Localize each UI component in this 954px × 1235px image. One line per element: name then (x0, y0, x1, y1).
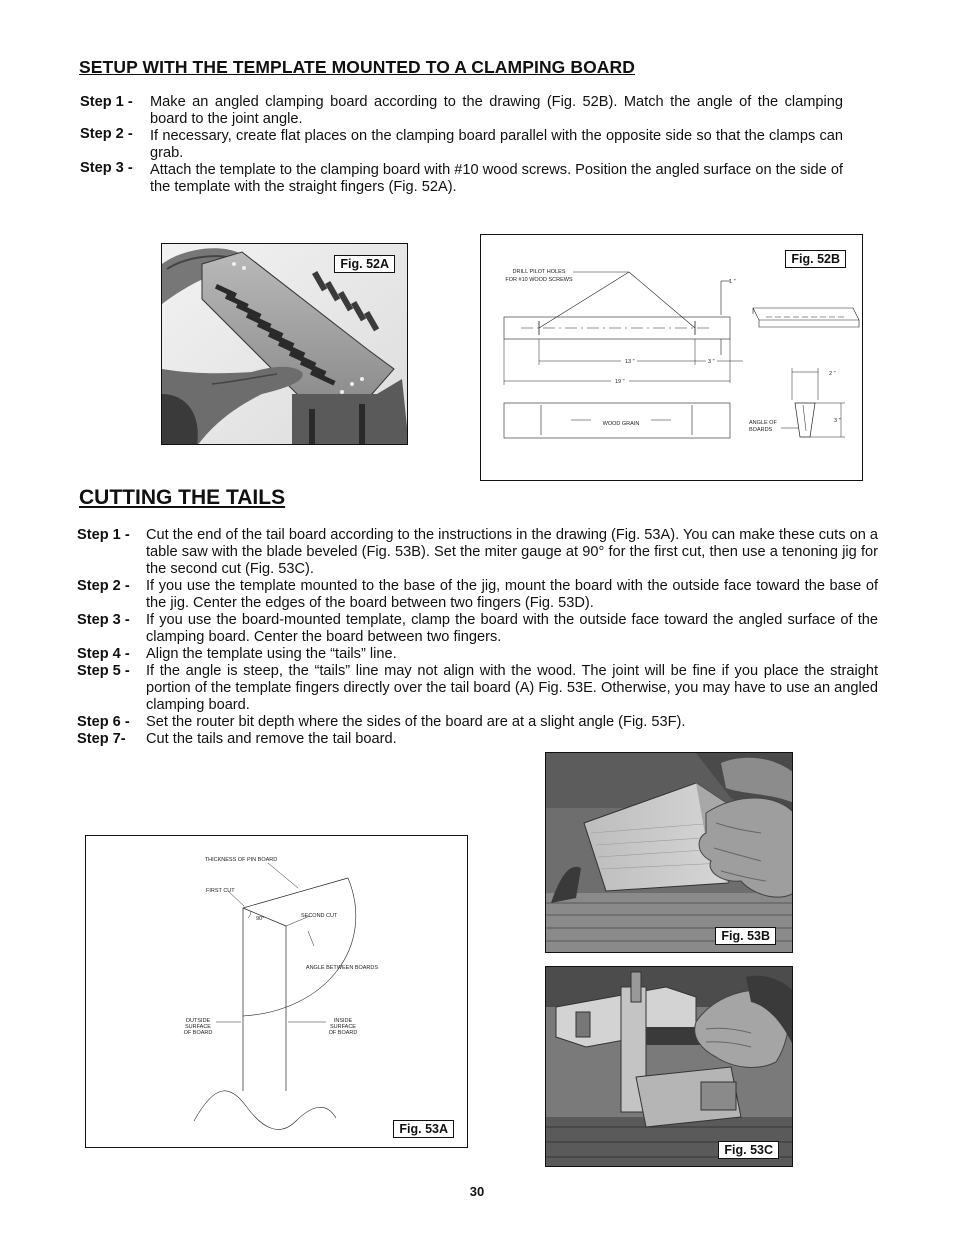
miter-cut-photo (546, 753, 793, 953)
outside-label-2: SURFACE (185, 1024, 211, 1030)
tail-cut-diagram (86, 836, 467, 1147)
setup-steps-list (80, 94, 843, 196)
fig-53b-photo (545, 752, 793, 953)
page-number: 30 (469, 1184, 485, 1199)
fig-53c-photo (545, 966, 793, 1167)
drill-note-line1: DRILL PILOT HOLES (512, 269, 566, 275)
step-label: Step 7- (77, 731, 126, 747)
step-label: Step 3 - (80, 160, 133, 176)
tails-step-7 (77, 731, 878, 748)
dim-19in: 19 " (615, 379, 625, 385)
section-heading-cutting-tails: CUTTING THE TAILS (79, 486, 286, 509)
fig-52b-label: Fig. 52B (785, 250, 846, 268)
dim-1in: 1 " (729, 279, 736, 285)
step-label: Step 3 - (77, 612, 130, 628)
step-text: Align the template using the “tails” line. (146, 646, 397, 662)
fig-53c-label: Fig. 53C (718, 1141, 779, 1159)
setup-step-1 (80, 94, 843, 128)
second-cut-label: SECOND CUT (301, 913, 338, 919)
inside-label-2: SURFACE (330, 1024, 356, 1030)
fig-53b-label: Fig. 53B (715, 927, 776, 945)
dim-3in-b: 3 " (834, 418, 841, 424)
dim-13in: 13 " (625, 359, 635, 365)
fig-53a-label: Fig. 53A (393, 1120, 454, 1138)
step-label: Step 6 - (77, 714, 130, 730)
fig-52a-label: Fig. 52A (334, 255, 395, 273)
tails-step-2 (77, 578, 878, 612)
step-text: Attach the template to the clamping board with #10 wood screws. Position the angled surface on the side of the template with the straight fingers (Fig. 52A). (150, 162, 843, 195)
step-text: If necessary, create flat places on the clamping board parallel with the opposite side so that the clamps can grab. (150, 128, 843, 161)
tenoning-jig-photo (546, 967, 793, 1167)
angle-between-label: ANGLE BETWEEN BOARDS (305, 965, 379, 971)
step-text: Cut the end of the tail board according to the instructions in the drawing (Fig. 53A). You can make these cuts on a table saw with the blade beveled (Fig. 53B). Set the miter gauge at 90° for the first cut, then use a tenoning jig for the second cut (Fig. 53C). (146, 527, 878, 577)
step-text: If the angle is steep, the “tails” line may not align with the wood. The joint will be fine if you place the straight portion of the template fingers directly over the tail board (A) Fig. 53E. Otherwise, you may have to use an angled clamping board. (146, 663, 878, 713)
inside-label-3: OF BOARD (328, 1030, 358, 1036)
first-cut-label: FIRST CUT (206, 888, 235, 894)
cutting-tails-steps-list (77, 527, 878, 748)
angle-label-line2: BOARDS (749, 427, 773, 433)
tails-step-5 (77, 663, 878, 714)
step-text: Set the router bit depth where the sides of the board are at a slight angle (Fig. 53F). (146, 714, 686, 730)
thickness-label: THICKNESS OF PIN BOARD (204, 857, 278, 863)
wood-grain-label: WOOD GRAIN (602, 421, 640, 427)
step-label: Step 1 - (80, 94, 133, 110)
clamping-board-drawing (481, 235, 862, 480)
ninety-degree-label: 90° (256, 916, 265, 922)
step-label: Step 2 - (77, 578, 130, 594)
inside-label-1: INSIDE (333, 1018, 353, 1024)
dim-3in: 3 " (708, 359, 715, 365)
outside-label-3: OF BOARD (183, 1030, 213, 1036)
dim-2in: 2 " (829, 371, 836, 377)
outside-label-1: OUTSIDE (185, 1018, 211, 1024)
tails-step-6 (77, 714, 878, 731)
step-label: Step 2 - (80, 126, 133, 142)
tails-step-1 (77, 527, 878, 578)
setup-step-3 (80, 162, 843, 196)
fig-52b-drawing (480, 234, 863, 481)
fig-52a-photo (161, 243, 408, 445)
step-text: If you use the template mounted to the base of the jig, mount the board with the outside face toward the base of the jig. Center the edges of the board between two fingers (Fig. 53D). (146, 578, 878, 611)
step-label: Step 1 - (77, 527, 130, 543)
step-text: If you use the board-mounted template, clamp the board with the outside face toward the angled surface of the clamping board. Center the board between two fingers. (146, 612, 878, 645)
step-text: Cut the tails and remove the tail board. (146, 731, 397, 747)
step-label: Step 4 - (77, 646, 130, 662)
template-on-board-photo (162, 244, 408, 445)
tails-step-3 (77, 612, 878, 646)
step-label: Step 5 - (77, 663, 130, 679)
angle-label-line1: ANGLE OF (749, 420, 777, 426)
step-text: Make an angled clamping board according to the drawing (Fig. 52B). Match the angle of the clamping board to the joint angle. (150, 94, 843, 127)
fig-53a-drawing (85, 835, 468, 1148)
drill-note-line2: FOR #10 WOOD SCREWS (505, 277, 573, 283)
setup-step-2 (80, 128, 843, 162)
section-heading-setup: SETUP WITH THE TEMPLATE MOUNTED TO A CLAMPING BOARD (79, 57, 636, 77)
tails-step-4 (77, 646, 878, 663)
